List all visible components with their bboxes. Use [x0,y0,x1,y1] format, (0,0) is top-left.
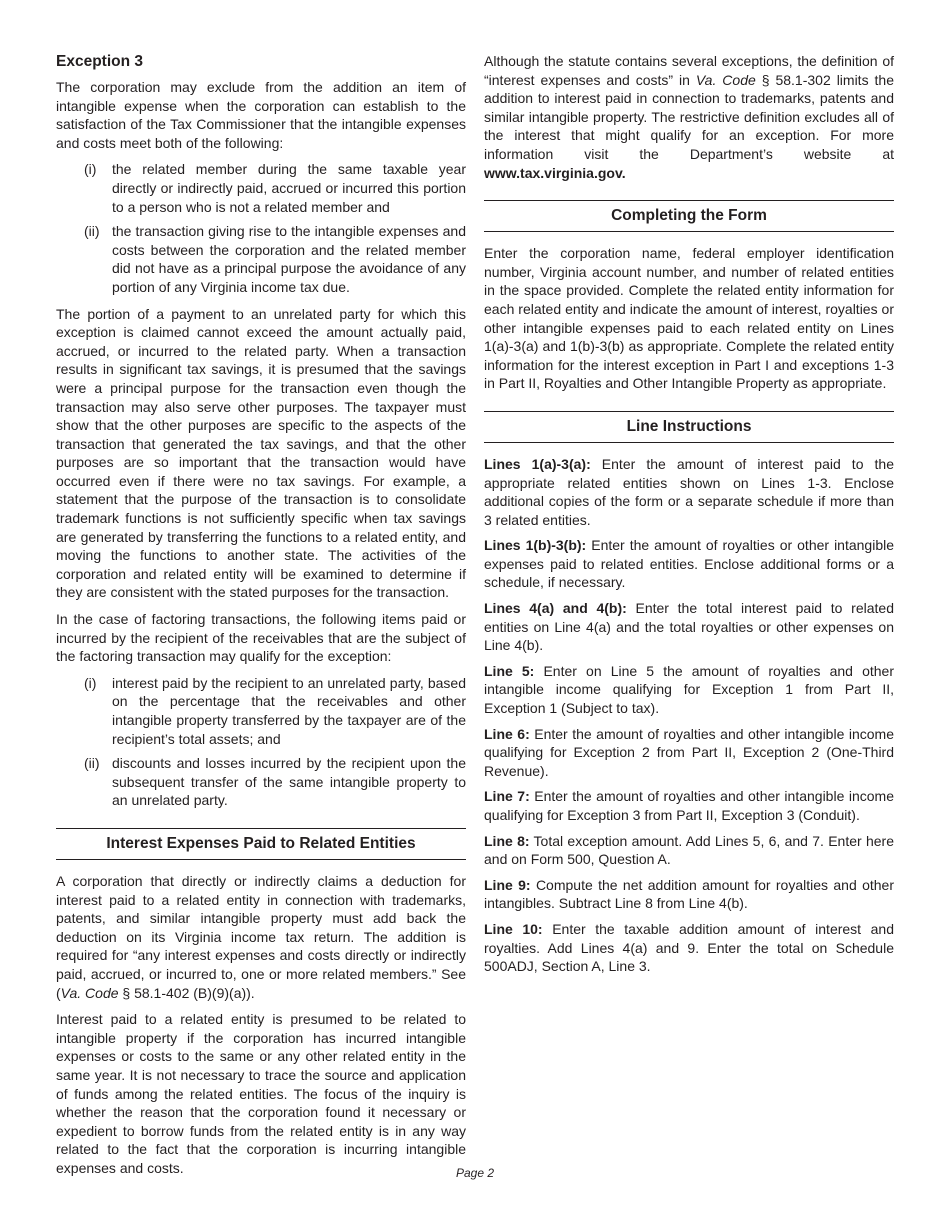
line-text: Enter on Line 5 the amount of royalties and other intangible income qualifying for Exception 1 from Part II, Exception 1 (Subject to tax). [484,662,894,717]
line-label: Line 8: [484,832,530,849]
line-instruction-4 [484,599,894,655]
line-instructions-list [484,455,894,976]
line-instruction-1b-3b [484,536,894,592]
va-code-citation: Va. Code [695,71,756,88]
line-instruction-1a-3a [484,455,894,529]
line-label: Lines 4(a) and 4(b): [484,600,627,617]
interest-paragraph-3-text: Although the statute contains several exceptions, the definition of “interest expenses and costs” in [484,53,894,88]
line-label: Line 7: [484,788,530,805]
line-label: Line 5: [484,662,535,679]
interest-section-heading: Interest Expenses Paid to Related Entities [56,828,466,860]
department-website-link[interactable]: www.tax.virginia.gov. [484,164,626,181]
interest-paragraph-1-text: A corporation that directly or indirectly claims a deduction for interest paid to a related entity in connection with trademarks, patents, and similar intangible property must add back the deduction on its Virginia income tax return. The addition is required for “any interest expenses and costs directly or indirectly paid, accrued, or incurred to, one or more related members.” See ( [56,872,466,1001]
list-item-text: discounts and losses incurred by the recipient upon the subsequent transfer of the same intangible property to an unrelated party. [112,755,466,809]
line-text: Enter the amount of interest paid to the appropriate related entities shown on Lines 1-3. Enclose additional copies of the form or a separate schedule if more than 3 related entities. [484,455,894,528]
line-instruction-10 [484,920,894,976]
list-item-text: the related member during the same taxable year directly or indirectly paid, accrued or incurred this portion to a person who is not a related member and [112,161,466,215]
exception-3-list [56,160,466,296]
list-item [56,674,466,748]
list-item-number: (ii) [84,223,100,240]
exception-3-portion-paragraph: The portion of a payment to an unrelated party for which this exception is claimed cannot exceed the amount actually paid, accrued, or incurred to the related party. When a transaction results in significant tax savings, it is presumed that the savings were a principal purpose for the transaction even though the transaction may also serve other purposes. The taxpayer must show that the other purposes are specific to the aspects of the transaction that generated the tax savings, and that the other purposes are so important that the transaction would have occurred even if there were no tax savings. For example, a statement that the purpose of the transaction is to consolidate trademark functions is not sufficiently specific when tax savings are generated by transferring the functions to a related entity, and moving the functions to another state. The activities of the corporation and related entity will be examined to determine if they are consistent with the stated purposes for the transaction. [56,305,466,601]
exception-3-heading: Exception 3 [56,53,143,70]
exception-3-intro: The corporation may exclude from the addition an item of intangible expense when the corporation can establish to the satisfaction of the Tax Commissioner that the intangible expenses and costs meet both of the following: [56,79,466,151]
line-text: Enter the amount of royalties and other intangible income qualifying for Exception 2 from Part II, Exception 2 (One-Third Revenue). [484,725,894,779]
line-text: Enter the taxable addition amount of interest and royalties. Add Lines 4(a) and 9. Enter the total on Schedule 500ADJ, Section A, Line 3. [484,920,895,975]
interest-paragraph-1 [56,872,466,1002]
line-text: Enter the total interest paid to related entities on Line 4(a) and the total royalties or other expenses on Line 4(b). [484,600,894,654]
interest-paragraph-3 [484,52,894,182]
interest-paragraph-2: Interest paid to a related entity is presumed to be related to intangible property if the corporation has incurred intangible expenses or costs to the same or any other related entity in the same year. It is not necessary to trace the source and application of funds among the related entities. The focus of the inquiry is whether the reason that the corporation found it necessary or expedient to borrow funds from the related entity is in any way related to the fact that the corporation is incurring intangible expenses and costs. [56,1011,466,1176]
line-instruction-5 [484,662,894,718]
list-item-number: (i) [84,161,97,178]
line-label: Lines 1(a)-3(a): [484,455,591,472]
list-item-number: (i) [84,674,97,691]
line-instruction-7 [484,787,894,824]
interest-paragraph-1-citation: § 58.1-402 (B)(9)(a)). [118,984,255,1001]
line-instruction-9 [484,876,894,913]
line-instruction-6 [484,725,894,781]
line-label: Line 6: [484,725,530,742]
list-item [56,222,466,296]
line-label: Line 10: [484,920,543,937]
line-instruction-8 [484,832,894,869]
list-item [56,160,466,216]
interest-paragraph-3-body: § 58.1-302 limits the addition to interest paid in connection to trademarks, patents and similar intangible property. The restrictive definition excludes all of the interest that might qualify for an exception. For more information visit the Department’s website at [484,71,894,162]
page-number: Page 2 [455,1166,495,1180]
list-item-text: the transaction giving rise to the intangible expenses and costs between the corporation and the related member did not have as a principal purpose the avoidance of any portion of any Virginia income tax due. [112,223,466,295]
list-item-number: (ii) [84,755,100,772]
line-text: Total exception amount. Add Lines 5, 6, and 7. Enter here and on Form 500, Question A. [484,832,894,868]
line-text: Enter the amount of royalties and other intangible income qualifying for Exception 3 from Part II, Exception 3 (Conduit). [484,788,894,823]
factoring-list [56,674,466,810]
line-instructions-heading: Line Instructions [484,411,894,443]
list-item [56,754,466,810]
line-text: Enter the amount of royalties or other intangible expenses paid to related entities. Enclose additional forms or a schedule, if necessary. [484,537,895,591]
left-column [56,52,466,1185]
va-code-citation: Va. Code [60,984,119,1001]
completing-form-heading: Completing the Form [484,200,894,232]
line-label: Lines 1(b)-3(b): [484,537,587,554]
right-column [484,52,894,983]
line-text: Compute the net addition amount for royalties and other intangibles. Subtract Line 8 from Line 4(b). [484,876,894,912]
completing-form-text: Enter the corporation name, federal employer identification number, Virginia account number, and number of related entities in the space provided. Complete the related entity information for each related entity and indicate the amount of interest, royalties or other intangible expenses paid to each related entity on Lines 1(a)-3(a) and 1(b)-3(b) as appropriate. Complete the related entity information for the interest exception in Part I and exceptions 1-3 in Part II, Royalties and Other Intangible Property as appropriate. [484,245,894,392]
list-item-text: interest paid by the recipient to an unrelated party, based on the percentage that the receivables and other intangible property transferred by the taxpayer are of the recipient’s total assets; and [112,674,466,747]
line-label: Line 9: [484,876,531,893]
factoring-paragraph: In the case of factoring transactions, the following items paid or incurred by the recipient of the receivables that are the subject of the factoring transaction may qualify for the exception: [56,611,466,665]
